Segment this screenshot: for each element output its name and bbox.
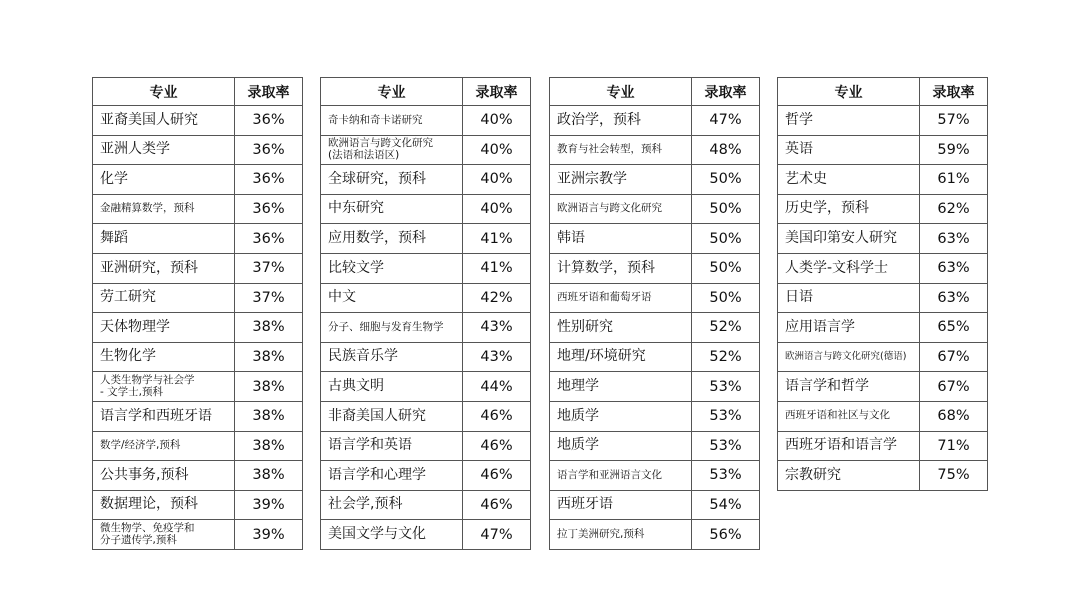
major-cell: 艺术史 bbox=[778, 165, 920, 195]
major-cell: 性别研究 bbox=[550, 313, 692, 343]
header-major: 专业 bbox=[93, 78, 235, 106]
major-cell: 西班牙语和葡萄牙语 bbox=[550, 283, 692, 313]
major-cell: 化学 bbox=[93, 165, 235, 195]
rate-cell: 36% bbox=[235, 135, 303, 165]
rate-cell: 46% bbox=[463, 490, 531, 520]
major-cell: 地理学 bbox=[550, 372, 692, 402]
rate-cell: 50% bbox=[692, 283, 760, 313]
major-cell: 金融精算数学，预科 bbox=[93, 194, 235, 224]
rate-cell: 63% bbox=[920, 224, 988, 254]
table-header-row bbox=[778, 78, 988, 106]
table-row bbox=[321, 194, 531, 224]
rate-cell: 36% bbox=[235, 165, 303, 195]
rate-cell: 61% bbox=[920, 165, 988, 195]
major-cell: 应用语言学 bbox=[778, 313, 920, 343]
table-row bbox=[778, 135, 988, 165]
major-cell: 计算数学，预科 bbox=[550, 253, 692, 283]
rate-cell: 47% bbox=[692, 106, 760, 136]
major-cell: 地质学 bbox=[550, 431, 692, 461]
rate-cell: 53% bbox=[692, 461, 760, 491]
table-row bbox=[93, 461, 303, 491]
rate-cell: 57% bbox=[920, 106, 988, 136]
rate-cell: 48% bbox=[692, 135, 760, 165]
rate-cell: 39% bbox=[235, 490, 303, 520]
rate-cell: 37% bbox=[235, 253, 303, 283]
rate-cell: 63% bbox=[920, 283, 988, 313]
rate-cell: 37% bbox=[235, 283, 303, 313]
major-cell: 中东研究 bbox=[321, 194, 463, 224]
major-cell: 语言学和西班牙语 bbox=[93, 401, 235, 431]
major-cell: 欧洲语言与跨文化研究 bbox=[550, 194, 692, 224]
major-cell: 古典文明 bbox=[321, 372, 463, 402]
major-cell: 全球研究，预科 bbox=[321, 165, 463, 195]
major-cell: 亚洲宗教学 bbox=[550, 165, 692, 195]
rate-cell: 50% bbox=[692, 194, 760, 224]
table-header-row bbox=[550, 78, 760, 106]
major-cell: 劳工研究 bbox=[93, 283, 235, 313]
rate-cell: 63% bbox=[920, 253, 988, 283]
major-cell: 应用数学，预科 bbox=[321, 224, 463, 254]
major-cell: 微生物学、免疫学和 分子遗传学,预科 bbox=[93, 520, 235, 550]
major-cell: 地理/环境研究 bbox=[550, 342, 692, 372]
header-rate: 录取率 bbox=[920, 78, 988, 106]
header-major: 专业 bbox=[778, 78, 920, 106]
major-cell: 生物化学 bbox=[93, 342, 235, 372]
table-row bbox=[550, 490, 760, 520]
rate-cell: 75% bbox=[920, 461, 988, 491]
major-cell: 比较文学 bbox=[321, 253, 463, 283]
rate-cell: 46% bbox=[463, 401, 531, 431]
rate-cell: 36% bbox=[235, 106, 303, 136]
table-row bbox=[321, 461, 531, 491]
rate-cell: 53% bbox=[692, 431, 760, 461]
table-row bbox=[93, 401, 303, 431]
table-header-row bbox=[93, 78, 303, 106]
table-row bbox=[321, 106, 531, 136]
table-row bbox=[93, 224, 303, 254]
rate-cell: 42% bbox=[463, 283, 531, 313]
table-row bbox=[550, 106, 760, 136]
table-row bbox=[778, 165, 988, 195]
major-cell: 哲学 bbox=[778, 106, 920, 136]
rate-cell: 43% bbox=[463, 342, 531, 372]
table-row bbox=[321, 401, 531, 431]
major-cell: 语言学和亚洲语言文化 bbox=[550, 461, 692, 491]
rate-cell: 52% bbox=[692, 342, 760, 372]
table-row bbox=[93, 135, 303, 165]
table-row bbox=[93, 490, 303, 520]
rate-cell: 65% bbox=[920, 313, 988, 343]
table-row bbox=[321, 520, 531, 550]
table-row bbox=[550, 224, 760, 254]
header-major: 专业 bbox=[321, 78, 463, 106]
table-row bbox=[93, 106, 303, 136]
major-cell: 地质学 bbox=[550, 401, 692, 431]
major-cell: 非裔美国人研究 bbox=[321, 401, 463, 431]
table-row bbox=[778, 253, 988, 283]
major-cell: 中文 bbox=[321, 283, 463, 313]
major-cell: 美国文学与文化 bbox=[321, 520, 463, 550]
table-row bbox=[778, 372, 988, 402]
major-cell: 奇卡纳和奇卡诺研究 bbox=[321, 106, 463, 136]
rate-cell: 50% bbox=[692, 165, 760, 195]
table-row bbox=[321, 165, 531, 195]
table-row bbox=[550, 313, 760, 343]
table-row bbox=[778, 342, 988, 372]
rate-cell: 71% bbox=[920, 431, 988, 461]
table-row bbox=[321, 490, 531, 520]
major-cell: 教育与社会转型，预科 bbox=[550, 135, 692, 165]
header-rate: 录取率 bbox=[235, 78, 303, 106]
major-cell: 舞蹈 bbox=[93, 224, 235, 254]
major-cell: 政治学，预科 bbox=[550, 106, 692, 136]
major-cell: 欧洲语言与跨文化研究 (法语和法语区) bbox=[321, 135, 463, 165]
table-row bbox=[550, 253, 760, 283]
rate-cell: 40% bbox=[463, 106, 531, 136]
rate-cell: 53% bbox=[692, 372, 760, 402]
table-row bbox=[321, 283, 531, 313]
rate-cell: 54% bbox=[692, 490, 760, 520]
major-cell: 语言学和心理学 bbox=[321, 461, 463, 491]
admission-table-4 bbox=[777, 77, 988, 491]
table-row bbox=[93, 283, 303, 313]
table-row bbox=[93, 520, 303, 550]
major-cell: 语言学和哲学 bbox=[778, 372, 920, 402]
rate-cell: 38% bbox=[235, 313, 303, 343]
table-row bbox=[550, 342, 760, 372]
table-row bbox=[778, 224, 988, 254]
major-cell: 英语 bbox=[778, 135, 920, 165]
rate-cell: 38% bbox=[235, 342, 303, 372]
rate-cell: 40% bbox=[463, 194, 531, 224]
table-row bbox=[550, 372, 760, 402]
table-row bbox=[93, 253, 303, 283]
rate-cell: 40% bbox=[463, 165, 531, 195]
major-cell: 欧洲语言与跨文化研究(德语) bbox=[778, 342, 920, 372]
table-row bbox=[778, 283, 988, 313]
table-row bbox=[778, 194, 988, 224]
major-cell: 拉丁美洲研究,预科 bbox=[550, 520, 692, 550]
table-row bbox=[550, 401, 760, 431]
rate-cell: 36% bbox=[235, 194, 303, 224]
admission-table-1 bbox=[92, 77, 303, 550]
major-cell: 历史学，预科 bbox=[778, 194, 920, 224]
rate-cell: 39% bbox=[235, 520, 303, 550]
rate-cell: 56% bbox=[692, 520, 760, 550]
major-cell: 日语 bbox=[778, 283, 920, 313]
rate-cell: 68% bbox=[920, 401, 988, 431]
rate-cell: 38% bbox=[235, 431, 303, 461]
major-cell: 人类生物学与社会学 - 文学士,预科 bbox=[93, 372, 235, 402]
table-row bbox=[321, 253, 531, 283]
table-row bbox=[93, 313, 303, 343]
major-cell: 西班牙语和语言学 bbox=[778, 431, 920, 461]
table-row bbox=[550, 461, 760, 491]
table-row bbox=[550, 431, 760, 461]
major-cell: 韩语 bbox=[550, 224, 692, 254]
rate-cell: 38% bbox=[235, 401, 303, 431]
rate-cell: 67% bbox=[920, 372, 988, 402]
major-cell: 数据理论，预科 bbox=[93, 490, 235, 520]
rate-cell: 59% bbox=[920, 135, 988, 165]
table-row bbox=[321, 431, 531, 461]
header-rate: 录取率 bbox=[692, 78, 760, 106]
rate-cell: 67% bbox=[920, 342, 988, 372]
table-row bbox=[321, 313, 531, 343]
rate-cell: 46% bbox=[463, 461, 531, 491]
major-cell: 亚洲研究，预科 bbox=[93, 253, 235, 283]
table-row bbox=[93, 165, 303, 195]
rate-cell: 53% bbox=[692, 401, 760, 431]
rate-cell: 40% bbox=[463, 135, 531, 165]
header-rate: 录取率 bbox=[463, 78, 531, 106]
rate-cell: 46% bbox=[463, 431, 531, 461]
table-row bbox=[321, 372, 531, 402]
major-cell: 美国印第安人研究 bbox=[778, 224, 920, 254]
table-row bbox=[550, 520, 760, 550]
table-row bbox=[93, 342, 303, 372]
rate-cell: 50% bbox=[692, 224, 760, 254]
major-cell: 宗教研究 bbox=[778, 461, 920, 491]
major-cell: 民族音乐学 bbox=[321, 342, 463, 372]
table-row bbox=[778, 461, 988, 491]
table-row bbox=[778, 313, 988, 343]
rate-cell: 62% bbox=[920, 194, 988, 224]
table-header-row bbox=[321, 78, 531, 106]
rate-cell: 47% bbox=[463, 520, 531, 550]
table-row bbox=[550, 165, 760, 195]
rate-cell: 38% bbox=[235, 461, 303, 491]
rate-cell: 52% bbox=[692, 313, 760, 343]
table-row bbox=[93, 194, 303, 224]
major-cell: 亚裔美国人研究 bbox=[93, 106, 235, 136]
major-cell: 天体物理学 bbox=[93, 313, 235, 343]
table-row bbox=[321, 135, 531, 165]
table-row bbox=[550, 283, 760, 313]
table-row bbox=[321, 224, 531, 254]
rate-cell: 50% bbox=[692, 253, 760, 283]
table-row bbox=[550, 135, 760, 165]
table-row bbox=[778, 401, 988, 431]
major-cell: 分子、细胞与发育生物学 bbox=[321, 313, 463, 343]
major-cell: 社会学,预科 bbox=[321, 490, 463, 520]
major-cell: 亚洲人类学 bbox=[93, 135, 235, 165]
admission-table-3 bbox=[549, 77, 760, 550]
major-cell: 西班牙语 bbox=[550, 490, 692, 520]
rate-cell: 43% bbox=[463, 313, 531, 343]
major-cell: 人类学-文科学士 bbox=[778, 253, 920, 283]
rate-cell: 41% bbox=[463, 224, 531, 254]
table-row bbox=[778, 431, 988, 461]
admission-table-2 bbox=[320, 77, 531, 550]
major-cell: 西班牙语和社区与文化 bbox=[778, 401, 920, 431]
major-cell: 语言学和英语 bbox=[321, 431, 463, 461]
table-row bbox=[93, 372, 303, 402]
major-cell: 公共事务,预科 bbox=[93, 461, 235, 491]
rate-cell: 38% bbox=[235, 372, 303, 402]
table-row bbox=[93, 431, 303, 461]
rate-cell: 44% bbox=[463, 372, 531, 402]
table-row bbox=[321, 342, 531, 372]
rate-cell: 41% bbox=[463, 253, 531, 283]
table-row bbox=[550, 194, 760, 224]
major-cell: 数学/经济学,预科 bbox=[93, 431, 235, 461]
header-major: 专业 bbox=[550, 78, 692, 106]
table-row bbox=[778, 106, 988, 136]
rate-cell: 36% bbox=[235, 224, 303, 254]
